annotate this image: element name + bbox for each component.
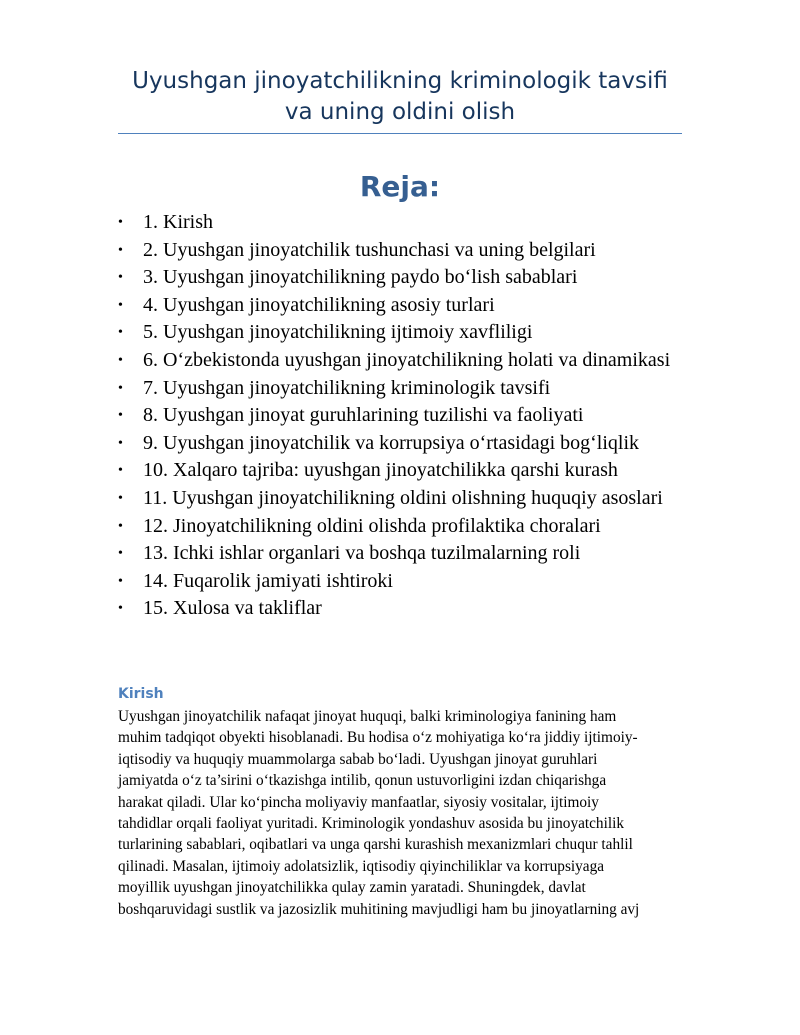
- bullet-icon: •: [118, 546, 123, 562]
- body-text-line: qilinadi. Masalan, ijtimoiy adolatsizlik, iqtisodiy qiyinchiliklar va korrupsiyaga: [118, 857, 605, 875]
- body-text-line: Uyushgan jinoyatchilik nafaqat jinoyat huquqi, balki kriminologiya fanining ham: [118, 708, 617, 725]
- bullet-icon: •: [118, 297, 123, 313]
- plan-item-text: 11. Uyushgan jinoyatchilikning oldini olishning huquqiy asoslari: [143, 486, 663, 509]
- bullet-icon: •: [118, 490, 123, 506]
- bullet-icon: •: [118, 408, 123, 424]
- bullet-icon: •: [118, 325, 123, 341]
- document-title: Uyushgan jinoyatchilikning kriminologik tavsifi va uning oldini olish: [132, 68, 668, 125]
- plan-item: [118, 595, 682, 623]
- plan-item: [118, 457, 682, 485]
- plan-item-text: 8. Uyushgan jinoyat guruhlarining tuzilishi va faoliyati: [143, 404, 584, 427]
- plan-item-text: 12. Jinoyatchilikning oldini olishda profilaktika choralari: [143, 514, 601, 537]
- plan-item-text: 9. Uyushgan jinoyatchilik va korrupsiya o‘rtasidagi bog‘liqlik: [143, 431, 640, 454]
- bullet-icon: •: [118, 573, 123, 589]
- plan-heading: Reja:: [359, 170, 441, 203]
- plan-item: [118, 402, 682, 430]
- title-divider: [118, 133, 682, 134]
- plan-item-text: 3. Uyushgan jinoyatchilikning paydo bo‘lish sabablari: [143, 266, 578, 289]
- bullet-icon: •: [118, 242, 123, 258]
- plan-item-text: 1. Kirish: [143, 211, 213, 233]
- bullet-icon: •: [118, 270, 123, 286]
- section-heading-kirish: Kirish: [118, 686, 164, 702]
- body-text-line: tahdidlar orqali faoliyat yuritadi. Kriminologik yondashuv asosida bu jinoyatchilik: [118, 815, 624, 833]
- plan-item: [118, 264, 682, 292]
- plan-item: [118, 375, 682, 403]
- body-text-line: turlarining sabablari, oqibatlari va unga qarshi kurashish mexanizmlari chuqur tahlil: [118, 836, 633, 854]
- plan-item-text: 14. Fuqarolik jamiyati ishtiroki: [143, 569, 393, 592]
- plan-item: [118, 430, 682, 458]
- plan-item-text: 7. Uyushgan jinoyatchilikning kriminologik tavsifi: [143, 376, 551, 399]
- bullet-icon: •: [118, 435, 123, 451]
- plan-item-text: 2. Uyushgan jinoyatchilik tushunchasi va uning belgilari: [143, 238, 596, 261]
- plan-item: [118, 540, 682, 568]
- plan-item: [118, 347, 682, 375]
- plan-item: [118, 209, 682, 237]
- body-text-line: harakat qiladi. Ular ko‘pincha moliyaviy manfaatlar, siyosiy vositalar, ijtimoiy: [118, 793, 599, 811]
- body-text-line: moyillik uyushgan jinoyatchilikka qulay zamin yaratadi. Shuningdek, davlat: [118, 879, 586, 897]
- plan-item-text: 13. Ichki ishlar organlari va boshqa tuzilmalarning roli: [143, 542, 581, 565]
- plan-list: [118, 209, 682, 623]
- plan-item-text: 6. O‘zbekistonda uyushgan jinoyatchilikning holati va dinamikasi: [143, 348, 671, 371]
- plan-item-text: 10. Xalqaro tajriba: uyushgan jinoyatchilikka qarshi kurash: [143, 459, 618, 482]
- bullet-icon: •: [118, 463, 123, 479]
- plan-item: [118, 568, 682, 596]
- body-text-line: muhim tadqiqot obyekti hisoblanadi. Bu hodisa o‘z mohiyatiga ko‘ra jiddiy ijtimoiy-: [118, 729, 638, 747]
- plan-item: [118, 485, 682, 513]
- bullet-icon: •: [118, 601, 123, 617]
- bullet-icon: •: [118, 380, 123, 396]
- body-text-line: jamiyatda o‘z ta’sirini o‘tkazishga intilib, qonun ustuvorligini izdan chiqarishga: [118, 772, 607, 790]
- plan-item-text: 15. Xulosa va takliflar: [143, 597, 322, 620]
- section-body-text: [118, 706, 682, 920]
- plan-item: [118, 237, 682, 265]
- plan-item-text: 4. Uyushgan jinoyatchilikning asosiy turlari: [143, 293, 495, 316]
- plan-item-text: 5. Uyushgan jinoyatchilikning ijtimoiy xavfliligi: [143, 321, 533, 344]
- bullet-icon: •: [118, 518, 123, 534]
- bullet-icon: •: [118, 215, 123, 230]
- body-text-line: boshqaruvidagi sustlik va jazosizlik muhitining mavjudligi ham bu jinoyatlarning avj: [118, 900, 640, 918]
- plan-item: [118, 292, 682, 320]
- body-text-line: iqtisodiy va huquqiy muammolarga sabab bo‘ladi. Uyushgan jinoyat guruhlari: [118, 750, 598, 768]
- bullet-icon: •: [118, 352, 123, 368]
- plan-item: [118, 319, 682, 347]
- plan-item: [118, 513, 682, 541]
